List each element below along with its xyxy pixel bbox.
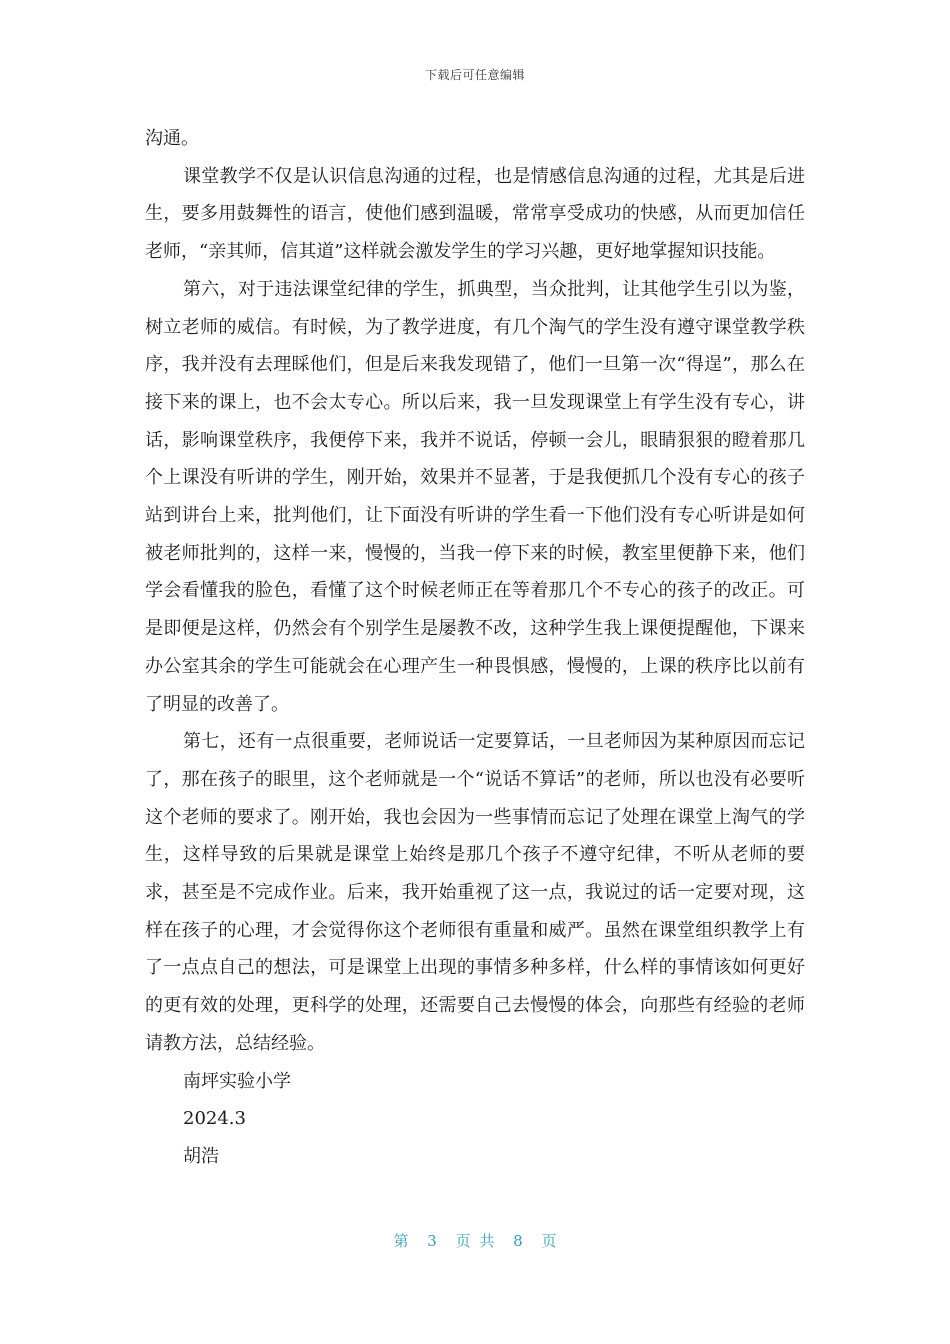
- paragraph: 课堂教学不仅是认识信息沟通的过程，也是情感信息沟通的过程，尤其是后进生，要多用鼓舞性的语言，使他们感到温暖，常常享受成功的快感，从而更加信任老师，“亲其师，信其道”这样就会激发学生的学习兴趣，更好地掌握知识技能。: [145, 165, 805, 263]
- signature-date: 2024.3: [183, 1108, 246, 1130]
- paragraph: 第六，对于违法课堂纪律的学生，抓典型，当众批判，让其他学生引以为鉴，树立老师的威信。有时候，为了教学进度，有几个淘气的学生没有遵守课堂教学秩序，我并没有去理睬他们，但是后来我发现错了，他们一旦第一次“得逞”，那么在接下来的课上，也不会太专心。所以后来，我一旦发现课堂上有学生没有专心，讲话，影响课堂秩序，我便停下来，我并不说话，停顿一会儿，眼睛狠狠的瞪着那几个上课没有听讲的学生，刚开始，效果并不显著，于是我便抓几个没有专心的孩子站到讲台上来，批判他们，让下面没有听讲的学生看一下他们没有专心听讲是如何被老师批判的，这样一来，慢慢的，当我一停下来的时候，教室里便静下来，他们学会看懂我的脸色，看懂了这个时候老师正在等着那几个不专心的孩子的改正。可是即便是这样，仍然会有个别学生是屡教不改，这种学生我上课便提醒他，下课来办公室其余的学生可能就会在心理产生一种畏惧感，慢慢的，上课的秩序比以前有了明显的改善了。: [145, 278, 805, 715]
- signature-author: 胡浩: [183, 1145, 219, 1167]
- page-footer: [0, 1230, 950, 1251]
- page-label-ye-gong: 页 共: [455, 1232, 495, 1250]
- signature-school: 南坪实验小学: [183, 1070, 291, 1092]
- paragraph-continuation: 沟通。: [145, 128, 199, 149]
- current-page-number: 3: [427, 1232, 437, 1250]
- total-pages-number: 8: [513, 1232, 523, 1250]
- page-label-ye: 页: [541, 1232, 557, 1250]
- paragraph: 第七，还有一点很重要，老师说话一定要算话，一旦老师因为某种原因而忘记了，那在孩子的眼里，这个老师就是一个“说话不算话”的老师，所以也没有必要听这个老师的要求了。刚开始，我也会因为一些事情而忘记了处理在课堂上淘气的学生，这样导致的后果就是课堂上始终是那几个孩子不遵守纪律，不听从老师的要求，甚至是不完成作业。后来，我开始重视了这一点，我说过的话一定要对现，这样在孩子的心理，才会觉得你这个老师很有重量和威严。虽然在课堂组织教学上有了一点点自己的想法，可是课堂上出现的事情多种多样，什么样的事情该如何更好的更有效的处理，更科学的处理，还需要自己去慢慢的体会，向那些有经验的老师请教方法，总结经验。: [145, 731, 805, 1054]
- document-body: [145, 120, 805, 1176]
- page-header: 下载后可任意编辑: [424, 68, 525, 82]
- page-label-di: 第: [393, 1232, 409, 1250]
